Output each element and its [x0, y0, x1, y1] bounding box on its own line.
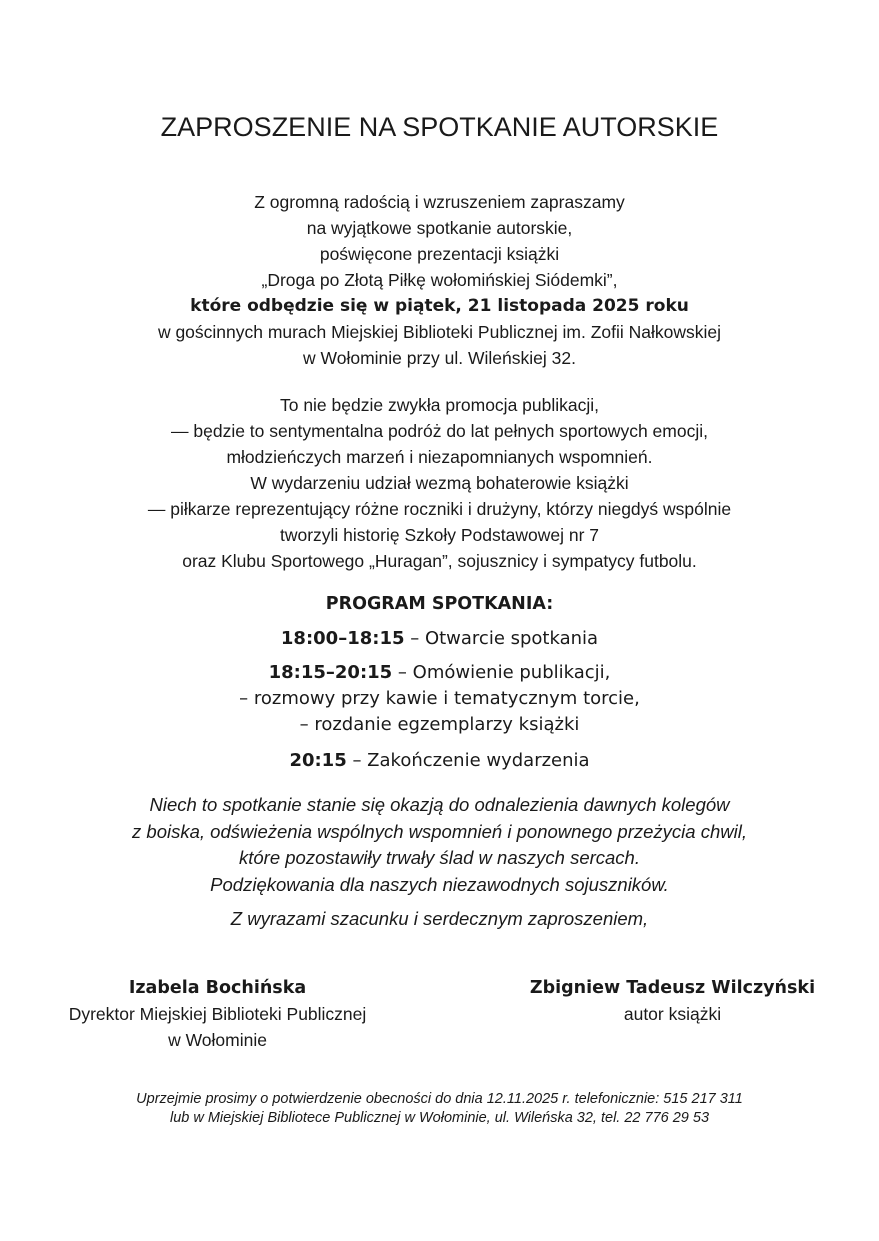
description-line: W wydarzeniu udział wezmą bohaterowie książki [250, 473, 629, 493]
program-text: – Zakończenie wydarzenia [346, 750, 590, 771]
description-line: — piłkarze reprezentujący różne roczniki i drużyny, którzy niegdyś wspólnie [147, 499, 732, 519]
rsvp-line: Uprzejmie prosimy o potwierdzenie obecności do dnia 12.11.2025 r. telefonicznie: 515 217 311 [136, 1091, 743, 1107]
closing-line: z boiska, odświeżenia wspólnych wspomnień i ponownego przeżycia chwil, [132, 820, 747, 842]
intro-line: poświęcone prezentacji książki [319, 244, 560, 264]
description-line: — będzie to sentymentalna podróż do lat pełnych sportowych emocji, [171, 421, 708, 441]
program-subitem: – rozmowy przy kawie i tematycznym torcie, [239, 688, 640, 709]
program-time: 18:15–20:15 [268, 662, 393, 683]
signature-author [495, 975, 850, 1027]
regards-line [0, 906, 879, 932]
program-item [0, 748, 879, 774]
program-text: – Omówienie publikacji, [392, 662, 611, 683]
invitation-title: ZAPROSZENIE NA SPOTKANIE AUTORSKIE [160, 112, 719, 142]
program-text: – Otwarcie spotkania [404, 628, 599, 649]
regards-text: Z wyrazami szacunku i serdecznym zaproszeniem, [230, 908, 649, 929]
description-paragraph [0, 392, 879, 574]
signer-role: Dyrektor Miejskiej Biblioteki Publicznej [68, 1004, 367, 1024]
description-line: tworzyli historię Szkoły Podstawowej nr 7 [279, 525, 599, 545]
description-line: młodzieńczych marzeń i niezapomnianych wspomnień. [226, 447, 653, 467]
closing-line: Podziękowania dla naszych niezawodnych sojuszników. [210, 873, 669, 895]
signer-role: w Wołominie [168, 1030, 267, 1050]
intro-line: Z ogromną radością i wzruszeniem zapraszamy [254, 192, 625, 212]
rsvp-footer [0, 1090, 879, 1128]
signature-director [20, 975, 415, 1053]
intro-paragraph [0, 189, 879, 371]
venue-line: w Wołominie przy ul. Wileńskiej 32. [303, 348, 576, 368]
event-date-line: które odbędzie się w piątek, 21 listopada 2025 roku [190, 296, 689, 316]
closing-paragraph [0, 792, 879, 898]
signer-name: Izabela Bochińska [128, 978, 307, 998]
program-subitem: – rozdanie egzemplarzy książki [299, 714, 580, 735]
signer-name: Zbigniew Tadeusz Wilczyński [529, 978, 816, 998]
closing-line: Niech to spotkanie stanie się okazją do odnalezienia dawnych kolegów [149, 794, 730, 815]
description-line: To nie będzie zwykła promocja publikacji, [279, 395, 600, 415]
book-title-line: „Droga po Złotą Piłkę wołomińskiej Siódemki”, [261, 270, 618, 290]
rsvp-line: lub w Miejskiej Bibliotece Publicznej w Wołominie, ul. Wileńska 32, tel. 22 776 29 53 [169, 1110, 710, 1126]
program-time: 18:00–18:15 [280, 628, 405, 649]
intro-line: na wyjątkowe spotkanie autorskie, [306, 218, 573, 238]
program-time: 20:15 [289, 750, 347, 771]
program-item [0, 626, 879, 652]
venue-line: w gościnnych murach Miejskiej Biblioteki Publicznej im. Zofii Nałkowskiej [157, 322, 722, 342]
closing-line: które pozostawiły trwały ślad w naszych sercach. [239, 847, 640, 868]
signer-role: autor książki [623, 1004, 722, 1024]
program-item [0, 660, 879, 738]
description-line: oraz Klubu Sportowego „Huragan”, sojusznicy i sympatycy futbolu. [182, 551, 697, 571]
program-heading: PROGRAM SPOTKANIA: [325, 594, 554, 614]
